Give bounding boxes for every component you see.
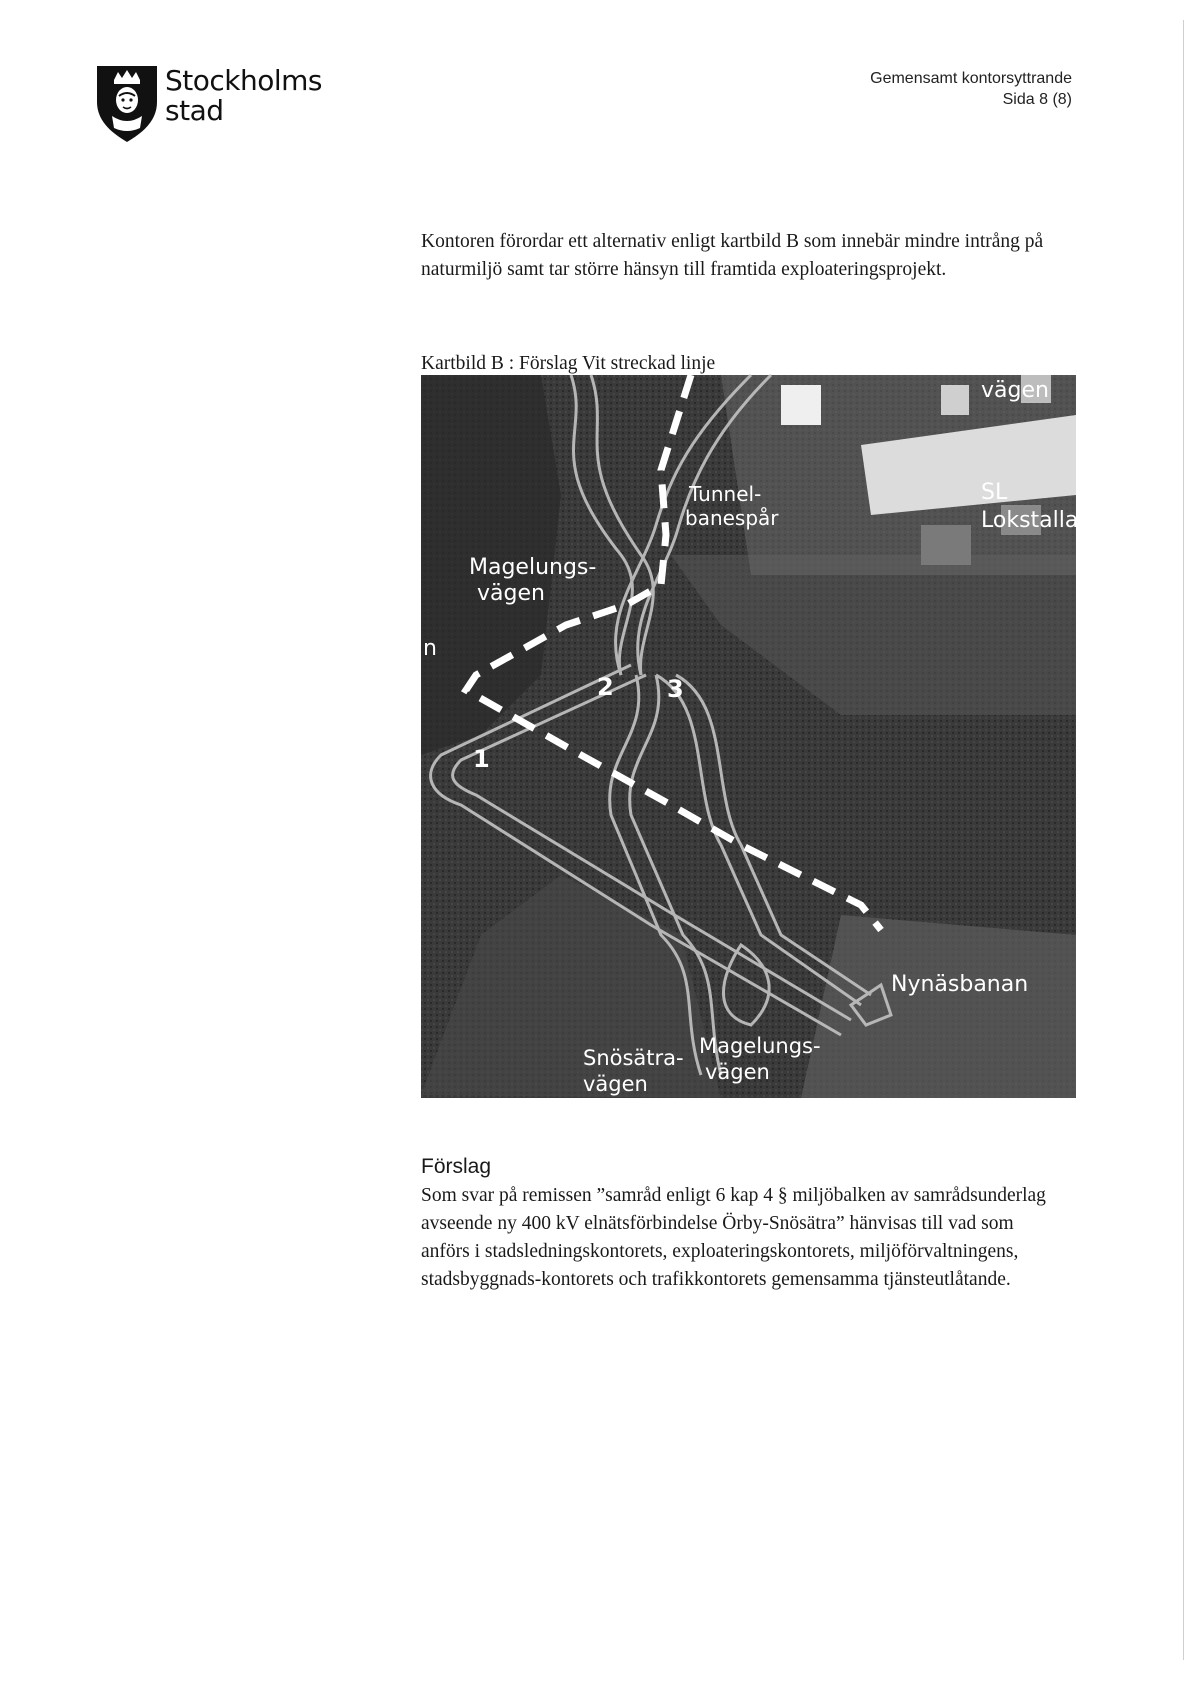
aerial-map bbox=[421, 375, 1088, 1098]
map-label-route-1: 1 bbox=[473, 745, 490, 773]
intro-paragraph: Kontoren förordar ett alternativ enligt kartbild B som innebär mindre intrång på naturmiljö samt tar större hänsyn till framtida exploateringsprojekt. bbox=[421, 231, 1044, 280]
page-edge-line bbox=[1183, 20, 1184, 1660]
aerial-map-graphic bbox=[421, 375, 1088, 1098]
map-label-sl-1: SL bbox=[981, 480, 1008, 505]
document-type: Gemensamt kontorsyttrande bbox=[870, 70, 1072, 87]
map-label-magelungs-b2: vägen bbox=[705, 1060, 770, 1084]
map-label-magelungs-b1: Magelungs- bbox=[699, 1034, 821, 1058]
map-label-route-3: 3 bbox=[667, 675, 684, 703]
section-heading: Förslag bbox=[421, 1155, 492, 1178]
map-label-sl-2: Lokstallar bbox=[981, 508, 1088, 533]
section-paragraph: Som svar på remissen ”samråd enligt 6 kap 4 § miljöbalken av samrådsunderlag avseende ny 400 kV elnätsförbindelse Örby-Snösätra” hänvisas till vad som anförs i stadsledningskontorets, exploateringskontorets, miljöförvaltningens, stadsbyggnads-kontorets och trafikkontorets gemensamma tjänsteutlåtande. bbox=[421, 1185, 1046, 1290]
logo-text-line2: stad bbox=[165, 94, 224, 127]
map-caption: Kartbild B : Förslag Vit streckad linje bbox=[421, 353, 716, 374]
map-label-nynasbanan: Nynäsbanan bbox=[891, 972, 1029, 997]
city-shield-icon bbox=[94, 62, 160, 144]
map-label-vagen-top: vägen bbox=[981, 378, 1049, 403]
map-label-magelungs-2: vägen bbox=[477, 581, 545, 606]
map-label-snosatra-1: Snösätra- bbox=[583, 1046, 684, 1070]
map-label-tunnel-2: banespår bbox=[685, 506, 779, 530]
document-header bbox=[870, 68, 1072, 110]
stockholms-stad-logo bbox=[94, 62, 334, 146]
map-label-snosatra-2: vägen bbox=[583, 1072, 648, 1096]
map-label-route-2: 2 bbox=[597, 673, 614, 701]
map-label-magelungs-1: Magelungs- bbox=[469, 555, 597, 580]
page-number: Sida 8 (8) bbox=[1002, 91, 1072, 108]
logo-text-line1: Stockholms bbox=[165, 64, 323, 97]
map-label-tunnel-1: Tunnel- bbox=[689, 482, 762, 506]
map-label-n: n bbox=[423, 636, 437, 661]
